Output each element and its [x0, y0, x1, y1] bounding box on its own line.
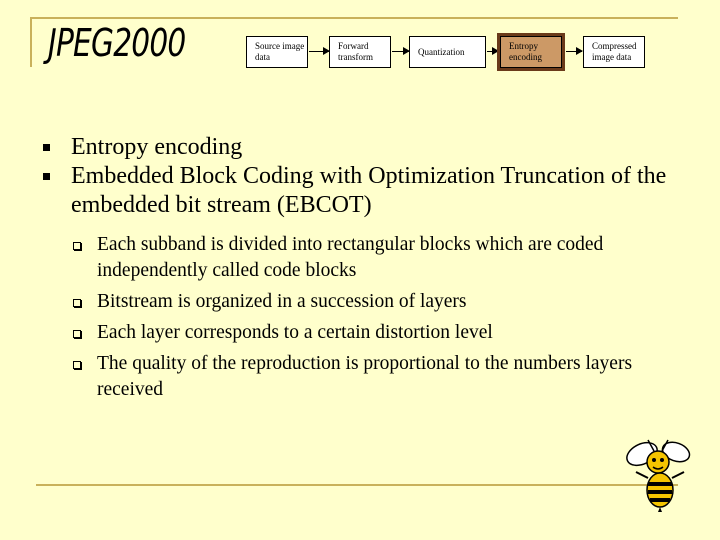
sub-bullet-item — [71, 232, 690, 284]
hollow-square-bullet-icon — [73, 242, 81, 250]
sub-bullet-item — [71, 320, 690, 346]
sub-bullet-text: Each layer corresponds to a certain distortion level — [97, 322, 493, 343]
sub-bullet-text: Bitstream is organized in a succession of layers — [97, 291, 467, 312]
hollow-square-bullet-icon — [73, 361, 81, 369]
bullet-text: Entropy encoding — [71, 134, 243, 160]
hollow-square-bullet-icon — [73, 299, 81, 307]
arrow-icon — [392, 51, 409, 52]
block-quantization: Quantization — [409, 36, 486, 68]
block-entropy-encoding: Entropy encoding — [500, 36, 562, 68]
hollow-square-bullet-icon — [73, 330, 81, 338]
bullet-item — [40, 162, 690, 403]
sub-bullet-item — [71, 289, 690, 315]
sub-bullet-text: The quality of the reproduction is proportional to the numbers layers received — [97, 353, 633, 400]
block-forward-transform: Forward transform — [329, 36, 391, 68]
bullet-list — [40, 133, 690, 408]
block-compressed-image-data: Compressed image data — [583, 36, 645, 68]
frame-left-rule — [30, 17, 32, 67]
square-bullet-icon — [43, 173, 50, 180]
arrow-icon — [566, 51, 582, 52]
bullet-item — [40, 133, 690, 162]
frame-top-rule — [30, 17, 678, 19]
slide-title: JPEG2000 — [48, 21, 186, 65]
arrow-icon — [309, 51, 329, 52]
block-source-image-data: Source image data — [246, 36, 308, 68]
sub-bullet-item — [71, 351, 690, 403]
square-bullet-icon — [43, 144, 50, 151]
yellow-jacket-mascot-icon — [620, 432, 696, 512]
bullet-text: Embedded Block Coding with Optimization Truncation of the embedded bit stream (EBCOT) — [71, 163, 667, 218]
sub-bullet-list — [71, 232, 690, 403]
arrow-icon — [487, 51, 498, 52]
sub-bullet-text: Each subband is divided into rectangular blocks which are coded independently called code blocks — [97, 234, 604, 281]
frame-bottom-rule — [36, 484, 678, 486]
